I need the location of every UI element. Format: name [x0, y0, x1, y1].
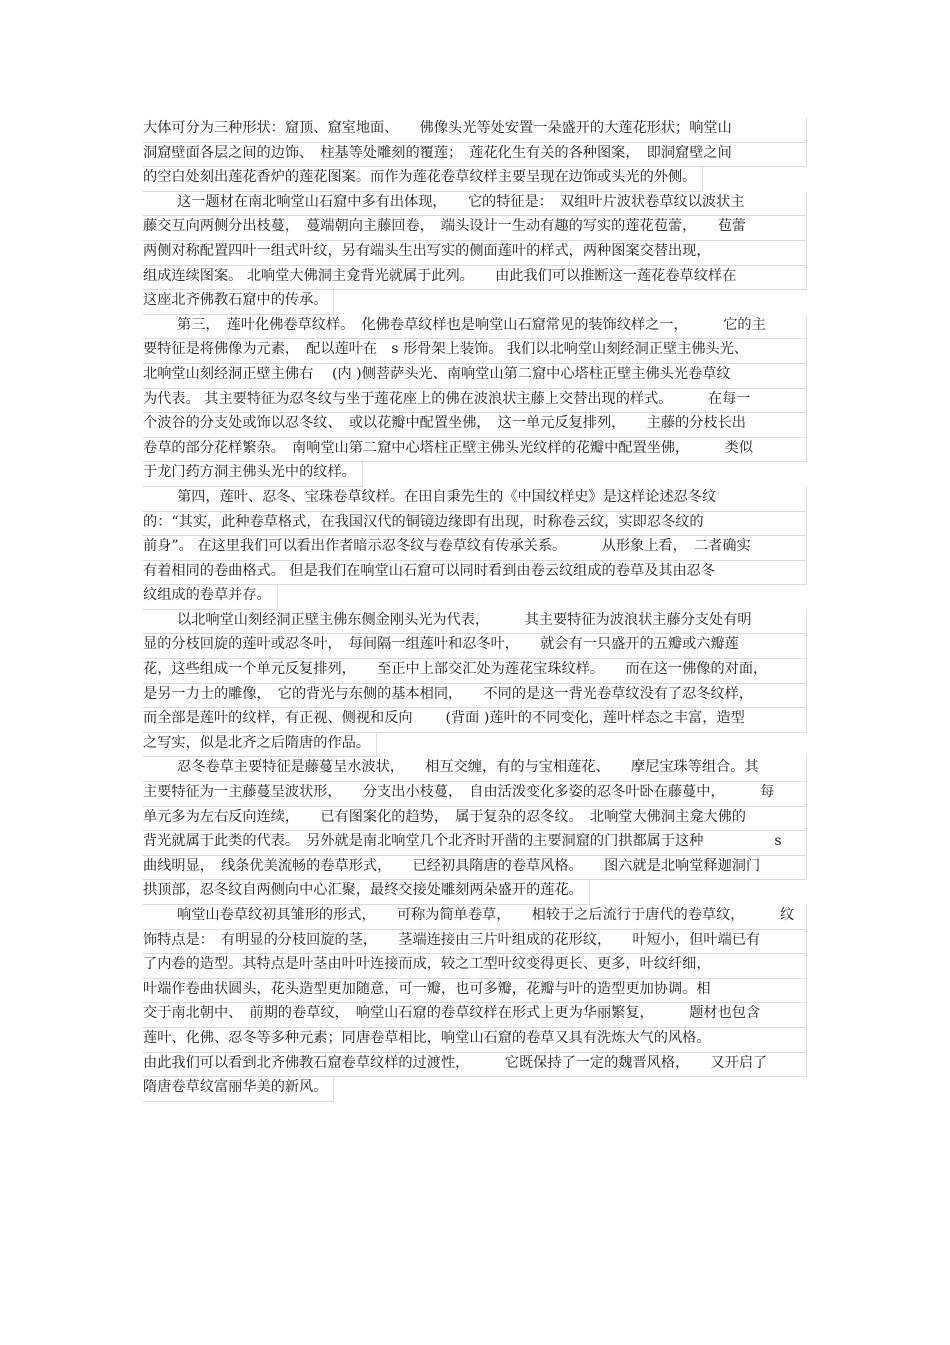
text-line: 以北响堂山刻经洞正壁主佛东侧金刚头光为代表， 其主要特征为波浪状主藤分支处有明: [143, 610, 807, 635]
paragraph: [143, 192, 807, 315]
text-line: 而全部是莲叶的纹样，有正视、侧视和反向 (背面 )莲叶的不同变化，莲叶样态之丰富，造型: [143, 708, 807, 733]
text-line: 为代表。 其主要特征为忍冬纹与坐于莲花座上的佛在波浪状主藤上交替出现的样式。 在每一: [143, 389, 807, 414]
text-line: 曲线明显， 线条优美流畅的卷草形式， 已经初具隋唐的卷草风格。 图六就是北响堂释迦洞门: [143, 856, 807, 881]
text-line: 个波谷的分支处或饰以忍冬纹、 或以花瓣中配置坐佛， 这一单元反复排列， 主藤的分枝长出: [143, 413, 807, 438]
text-line: 显的分枝回旋的莲叶或忍冬叶， 每间隔一组莲叶和忍冬叶， 就会有一只盛开的五瓣或六瓣莲: [143, 634, 807, 659]
text-line: 了内卷的造型。其特点是叶茎由叶叶连接而成，较之工型叶纹变得更长、更多，叶纹纤细，: [143, 954, 807, 979]
text-line: 洞窟壁面各层之间的边饰、 柱基等处雕刻的覆莲； 莲花化生有关的各种图案， 即洞窟壁之间: [143, 143, 807, 168]
text-line: 要特征是将佛像为元素， 配以莲叶在 s 形骨架上装饰。 我们以北响堂山刻经洞正壁主佛头光、: [143, 339, 807, 364]
text-line: 花，这些组成一个单元反复排列， 至正中上部交汇处为莲花宝珠纹样。 而在这一佛像的对面，: [143, 659, 807, 684]
text-line: 饰特点是： 有明显的分枝回旋的茎， 茎端连接由三片叶组成的花形纹， 叶短小，但叶端已有: [143, 930, 807, 955]
text-line: 交于南北朝中、 前期的卷草纹， 响堂山石窟的卷草纹样在形式上更为华丽繁复， 题材也包含: [143, 1003, 807, 1028]
text-line: 忍冬卷草主要特征是藤蔓呈水波状， 相互交缠，有的与宝相莲花、 摩尼宝珠等组合。其: [143, 757, 807, 782]
text-line: 第四，莲叶、忍冬、宝珠卷草纹样。在田自秉先生的《中国纹样史》是这样论述忍冬纹: [143, 487, 807, 512]
text-line: 两侧对称配置四叶一组式叶纹，另有端头生出写实的侧面莲叶的样式，两种图案交替出现，: [143, 241, 807, 266]
text-line: 响堂山卷草纹初具雏形的形式， 可称为简单卷草， 相较于之后流行于唐代的卷草纹， 纹: [143, 905, 807, 930]
text-line: 北响堂山刻经洞正壁主佛右 (内 )侧菩萨头光、南响堂山第二窟中心塔柱正壁主佛头光卷草纹: [143, 364, 807, 389]
text-line: 叶端作卷曲状圆头，花头造型更加随意，可一瓣，也可多瓣，花瓣与叶的造型更加协调。相: [143, 979, 807, 1004]
paragraph: [143, 118, 807, 192]
text-line: 莲叶、化佛、忍冬等多种元素；同唐卷草相比，响堂山石窟的卷草又具有洗炼大气的风格。: [143, 1028, 807, 1053]
text-line: 拱顶部，忍冬纹自两侧向中心汇聚，最终交接处雕刻两朵盛开的莲花。: [143, 880, 590, 905]
paragraph: [143, 757, 807, 905]
text-line: 之写实，似是北齐之后隋唐的作品。: [143, 733, 377, 758]
text-line: 这一题材在南北响堂山石窟中多有出体现， 它的特征是： 双组叶片波状卷草纹以波状主: [143, 192, 807, 217]
body-text: [143, 118, 807, 1102]
text-line: 主要特征为一主藤蔓呈波状形， 分支出小枝蔓， 自由活泼变化多姿的忍冬叶卧在藤蔓中， 每: [143, 782, 807, 807]
paragraph: [143, 487, 807, 610]
text-line: 是另一力士的雕像， 它的背光与东侧的基本相同， 不同的是这一背光卷草纹没有了忍冬纹样，: [143, 684, 807, 709]
text-line: 于龙门药方洞主佛头光中的纹样。: [143, 462, 363, 487]
text-line: 单元多为左右反向连续， 已有图案化的趋势， 属于复杂的忍冬纹。 北响堂大佛洞主龛大佛的: [143, 807, 807, 832]
text-line: 由此我们可以看到北齐佛教石窟卷草纹样的过渡性， 它既保持了一定的魏晋风格， 又开启了: [143, 1053, 807, 1078]
text-line: 隋唐卷草纹富丽华美的新风。: [143, 1077, 334, 1102]
text-line: 前身”。 在这里我们可以看出作者暗示忍冬纹与卷草纹有传承关系。 从形象上看， 二者确实: [143, 536, 807, 561]
text-line: 第三， 莲叶化佛卷草纹样。 化佛卷草纹样也是响堂山石窟常见的装饰纹样之一， 它的主: [143, 315, 807, 340]
text-line: 藤交互向两侧分出枝蔓， 蔓端朝向主藤回卷， 端头设计一生动有趣的写实的莲花苞蕾， 苞蕾: [143, 216, 807, 241]
paragraph: [143, 905, 807, 1102]
text-line: 有着相同的卷曲格式。 但是我们在响堂山石窟可以同时看到由卷云纹组成的卷草及其由忍冬: [143, 561, 807, 586]
text-line: 背光就属于此类的代表。 另外就是南北响堂几个北齐时开凿的主要洞窟的门拱都属于这种 s: [143, 831, 807, 856]
text-line: 的空白处刻出莲花香炉的莲花图案。而作为莲花卷草纹样主要呈现在边饰或头光的外侧。: [143, 167, 703, 192]
text-line: 组成连续图案。 北响堂大佛洞主龛背光就属于此列。 由此我们可以推断这一莲花卷草纹样在: [143, 266, 807, 291]
text-line: 这座北齐佛教石窟中的传承。: [143, 290, 334, 315]
text-line: 的：“其实，此种卷草格式，在我国汉代的铜镜边缘即有出现，时称卷云纹，实即忍冬纹的: [143, 512, 807, 537]
text-line: 纹组成的卷草并存。: [143, 585, 278, 610]
paragraph: [143, 315, 807, 487]
paragraph: [143, 610, 807, 758]
text-line: 大体可分为三种形状：窟顶、窟室地面、 佛像头光等处安置一朵盛开的大莲花形状；响堂山: [143, 118, 807, 143]
text-line: 卷草的部分花样繁杂。 南响堂山第二窟中心塔柱正壁主佛头光纹样的花瓣中配置坐佛， 类似: [143, 438, 807, 463]
